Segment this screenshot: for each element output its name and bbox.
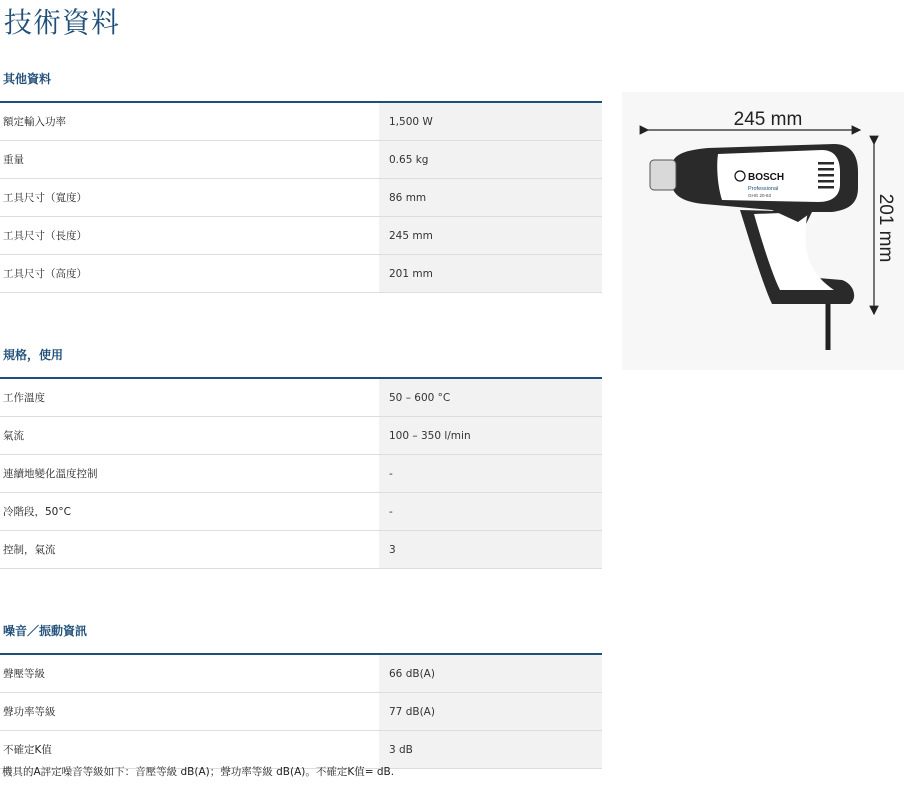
row-label: 氣流 (0, 417, 379, 455)
row-label: 連續地變化溫度控制 (0, 455, 379, 493)
brand-logo-text: BOSCH (748, 172, 785, 183)
page-title: 技術資料 (4, 6, 121, 39)
row-label: 重量 (0, 141, 379, 179)
row-value: 201 mm (379, 255, 602, 293)
row-value: 66 dB(A) (379, 655, 602, 693)
row-label: 額定輸入功率 (0, 103, 379, 141)
spec-table (0, 103, 602, 293)
row-value: - (379, 455, 602, 493)
table-row (0, 731, 602, 769)
heat-gun-dimension-figure (622, 92, 904, 370)
section-title: 規格，使用 (0, 338, 602, 379)
table-row (0, 655, 602, 693)
row-label: 工具尺寸（長度） (0, 217, 379, 255)
table-row (0, 493, 602, 531)
section-specs-usage (0, 338, 602, 569)
spec-table (0, 379, 602, 569)
row-label: 工具尺寸（寬度） (0, 179, 379, 217)
height-dimension-label: 201 mm (875, 193, 896, 263)
row-value: 245 mm (379, 217, 602, 255)
width-dimension-label: 245 mm (733, 109, 803, 130)
footnote: 機具的A評定噪音等級如下：音壓等級 dB(A)；聲功率等級 dB(A)。不確定K值= dB. (2, 766, 395, 778)
row-label: 聲功率等級 (0, 693, 379, 731)
row-value: 77 dB(A) (379, 693, 602, 731)
row-value: 50 – 600 °C (379, 379, 602, 417)
tool-nozzle (650, 160, 676, 190)
section-spacer (0, 569, 602, 614)
row-label: 工具尺寸（高度） (0, 255, 379, 293)
spec-column (0, 62, 602, 769)
section-noise-vibration (0, 614, 602, 769)
table-row (0, 103, 602, 141)
row-value: 3 dB (379, 731, 602, 769)
table-row (0, 417, 602, 455)
row-label: 聲壓等級 (0, 655, 379, 693)
table-row (0, 379, 602, 417)
row-label: 不確定K值 (0, 731, 379, 769)
row-value: 0.65 kg (379, 141, 602, 179)
section-title: 其他資料 (0, 62, 602, 103)
row-value: 100 – 350 l/min (379, 417, 602, 455)
table-row (0, 455, 602, 493)
spec-table (0, 655, 602, 769)
table-row (0, 179, 602, 217)
table-row (0, 255, 602, 293)
row-value: 86 mm (379, 179, 602, 217)
section-other-data (0, 62, 602, 293)
row-label: 冷階段，50°C (0, 493, 379, 531)
heat-gun-illustration (622, 92, 904, 370)
table-row (0, 217, 602, 255)
section-spacer (0, 293, 602, 338)
table-row (0, 141, 602, 179)
row-value: - (379, 493, 602, 531)
table-row (0, 531, 602, 569)
row-label: 控制，氣流 (0, 531, 379, 569)
table-row (0, 693, 602, 731)
row-label: 工作溫度 (0, 379, 379, 417)
model-text: GHG 20-63 (748, 193, 772, 198)
row-value: 3 (379, 531, 602, 569)
product-line-text: Professional (748, 186, 779, 192)
section-title: 噪音／振動資訊 (0, 614, 602, 655)
row-value: 1,500 W (379, 103, 602, 141)
